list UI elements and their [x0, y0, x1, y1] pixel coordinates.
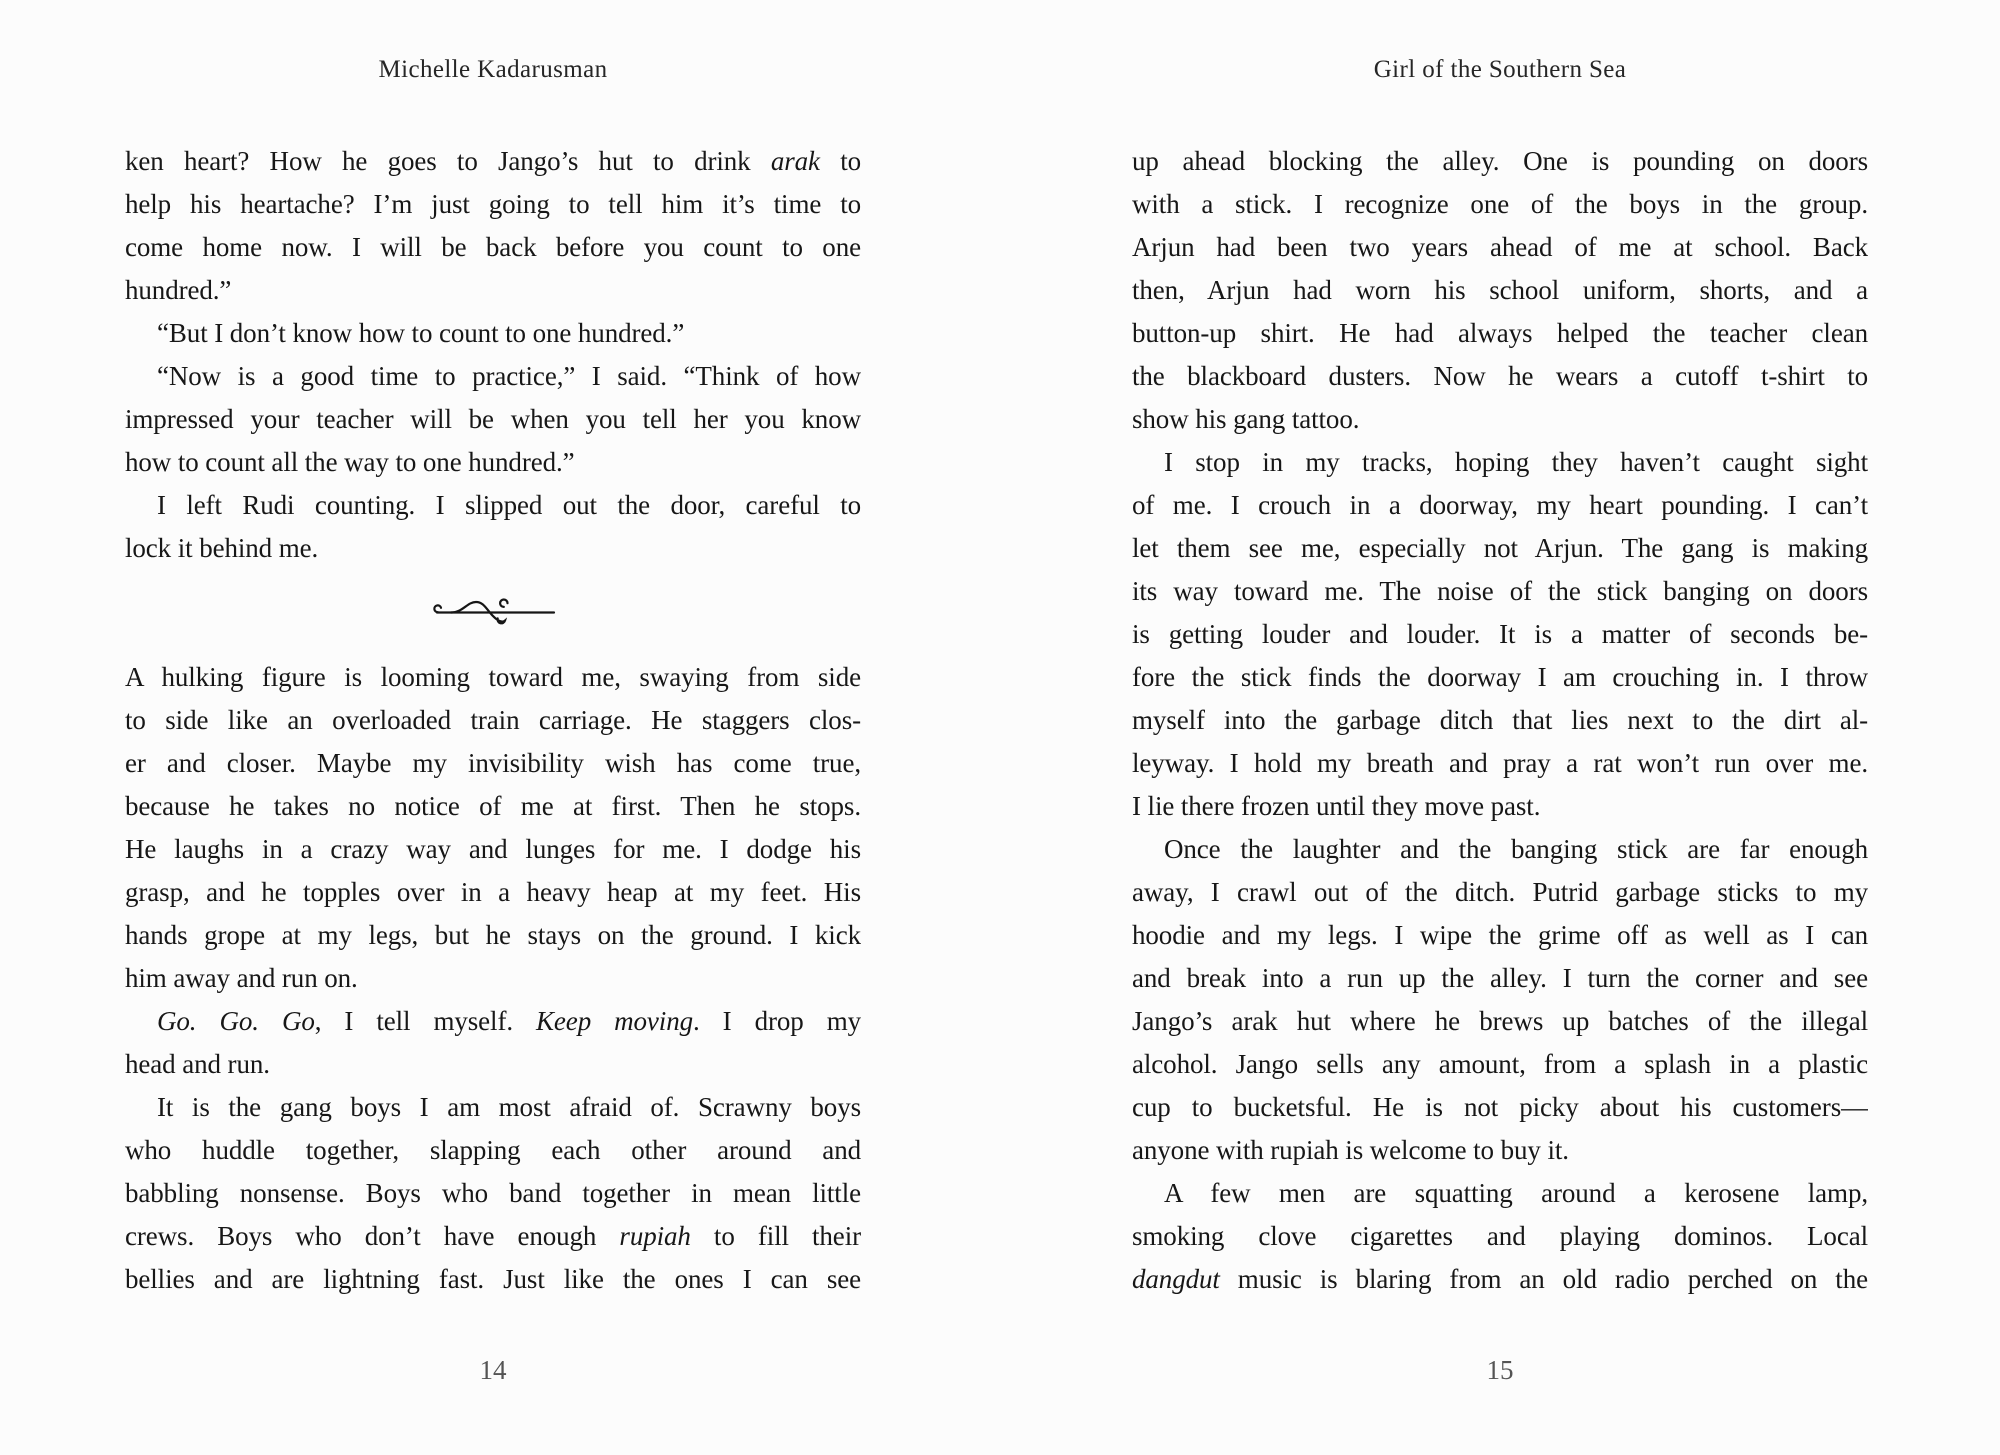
text-line: A few men are squatting around a kerosene lamp,: [1164, 1178, 1868, 1208]
text-line: away, I crawl out of the ditch. Putrid garbage sticks to my: [1132, 877, 1868, 907]
text-line: grasp, and he topples over in a heavy heap at my feet. His: [125, 877, 861, 907]
text-line: head and run.: [125, 1049, 270, 1079]
text-line: cup to bucketsful. He is not picky about his customers—: [1132, 1092, 1868, 1122]
text-line: alcohol. Jango sells any amount, from a splash in a plastic: [1132, 1049, 1868, 1079]
text-line: him away and run on.: [125, 963, 358, 993]
flourish-icon: [427, 596, 559, 628]
right-page-number: 15: [1486, 1355, 1514, 1385]
running-header-book-title: Girl of the Southern Sea: [1373, 56, 1627, 83]
text-line: bellies and are lightning fast. Just like the ones I can see: [125, 1264, 861, 1294]
text-line: ken heart? How he goes to Jango’s hut to drink arak to: [125, 146, 861, 176]
text-line: let them see me, especially not Arjun. The gang is making: [1132, 533, 1868, 563]
text-line: “Now is a good time to practice,” I said. “Think of how: [157, 361, 861, 391]
text-line: leyway. I hold my breath and pray a rat won’t run over me.: [1132, 748, 1868, 778]
text-line: how to count all the way to one hundred.”: [125, 447, 575, 477]
right-page-body-text: [1132, 140, 1868, 1301]
text-line: I left Rudi counting. I slipped out the door, careful to: [157, 490, 861, 520]
text-line: then, Arjun had worn his school uniform, shorts, and a: [1132, 275, 1868, 305]
text-line: myself into the garbage ditch that lies next to the dirt al-: [1132, 705, 1868, 735]
text-line: button-up shirt. He had always helped the teacher clean: [1132, 318, 1868, 348]
text-line: A hulking figure is looming toward me, swaying from side: [125, 662, 861, 692]
text-line: babbling nonsense. Boys who band together in mean little: [125, 1178, 861, 1208]
text-line: the blackboard dusters. Now he wears a cutoff t-shirt to: [1132, 361, 1868, 391]
text-line: Go. Go. Go, I tell myself. Keep moving. I drop my: [157, 1006, 861, 1036]
text-line: I stop in my tracks, hoping they haven’t caught sight: [1164, 447, 1868, 477]
text-line: dangdut music is blaring from an old radio perched on the: [1132, 1264, 1868, 1294]
text-line: of me. I crouch in a doorway, my heart pounding. I can’t: [1132, 490, 1868, 520]
text-line: fore the stick finds the doorway I am crouching in. I throw: [1132, 662, 1868, 692]
text-line: lock it behind me.: [125, 533, 319, 563]
text-line: impressed your teacher will be when you tell her you know: [125, 404, 861, 434]
text-line: up ahead blocking the alley. One is pounding on doors: [1132, 146, 1868, 176]
section-divider-ornament: [125, 570, 861, 656]
text-line: Arjun had been two years ahead of me at school. Back: [1132, 232, 1868, 262]
text-line: I lie there frozen until they move past.: [1132, 791, 1541, 821]
text-line: smoking clove cigarettes and playing dominos. Local: [1132, 1221, 1868, 1251]
text-line: crews. Boys who don’t have enough rupiah to fill their: [125, 1221, 861, 1251]
text-line: help his heartache? I’m just going to tell him it’s time to: [125, 189, 861, 219]
text-line: with a stick. I recognize one of the boys in the group.: [1132, 189, 1868, 219]
text-line: because he takes no notice of me at first. Then he stops.: [125, 791, 861, 821]
text-line: show his gang tattoo.: [1132, 404, 1360, 434]
running-header-author: Michelle Kadarusman: [378, 56, 608, 83]
text-line: is getting louder and louder. It is a matter of seconds be-: [1132, 619, 1868, 649]
text-line: Once the laughter and the banging stick are far enough: [1164, 834, 1868, 864]
text-line: come home now. I will be back before you count to one: [125, 232, 861, 262]
text-line: Jango’s arak hut where he brews up batches of the illegal: [1132, 1006, 1868, 1036]
text-line: He laughs in a crazy way and lunges for me. I dodge his: [125, 834, 861, 864]
text-line: who huddle together, slapping each other around and: [125, 1135, 861, 1165]
text-line: hundred.”: [125, 275, 232, 305]
text-line: hoodie and my legs. I wipe the grime off as well as I can: [1132, 920, 1868, 950]
text-line: its way toward me. The noise of the stick banging on doors: [1132, 576, 1868, 606]
text-line: anyone with rupiah is welcome to buy it.: [1132, 1135, 1569, 1165]
left-page-body-text: [125, 140, 861, 1301]
text-line: hands grope at my legs, but he stays on the ground. I kick: [125, 920, 861, 950]
text-line: It is the gang boys I am most afraid of. Scrawny boys: [157, 1092, 861, 1122]
text-line: and break into a run up the alley. I turn the corner and see: [1132, 963, 1868, 993]
text-line: er and closer. Maybe my invisibility wish has come true,: [125, 748, 861, 778]
text-line: “But I don’t know how to count to one hundred.”: [157, 318, 685, 348]
left-page-number: 14: [479, 1355, 507, 1385]
text-line: to side like an overloaded train carriage. He staggers clos-: [125, 705, 861, 735]
